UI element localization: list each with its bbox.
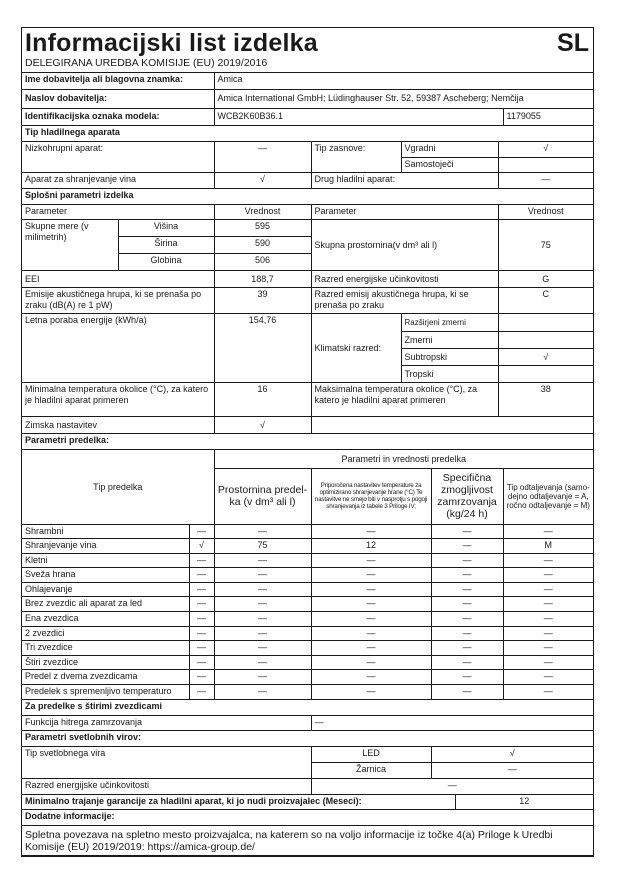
col-freezing-capacity: Specifična zmogljivost zamrzovanja (kg/24 h) bbox=[431, 468, 503, 524]
wine-storage-value: √ bbox=[214, 173, 311, 189]
compartment-defrost: — bbox=[503, 553, 593, 568]
compartment-name: Shranjevanje vina bbox=[22, 539, 189, 554]
compartment-defrost: — bbox=[503, 597, 593, 612]
min-temperature-value: 16 bbox=[214, 383, 311, 417]
total-volume-label: Skupna prostornina(v dm³ ali l) bbox=[311, 220, 498, 271]
noise-emission-value: 39 bbox=[214, 288, 311, 314]
compartment-temp: 12 bbox=[311, 539, 431, 554]
winter-setting-value: √ bbox=[214, 417, 311, 434]
section-four-star: Za predelke s štirimi zvezdicami bbox=[22, 700, 593, 716]
col-compartment-type: Tip predelka bbox=[22, 450, 214, 524]
compartment-present: — bbox=[189, 553, 214, 568]
eei-value: 188,7 bbox=[214, 271, 311, 288]
climate-extended-temperate-label: Razširjeni zmerni bbox=[401, 314, 498, 332]
max-temperature-label: Maksimalna temperatura okolice (°C), za katero je hladilni aparat primeren bbox=[311, 383, 498, 417]
compartment-present: √ bbox=[189, 539, 214, 554]
compartment-defrost: — bbox=[503, 626, 593, 641]
compartment-defrost: — bbox=[503, 685, 593, 700]
compartment-freeze: — bbox=[431, 685, 503, 700]
depth-value: 506 bbox=[214, 254, 311, 271]
compartment-row bbox=[22, 670, 593, 685]
supplier-address-label: Naslov dobavitelja: bbox=[22, 89, 214, 108]
model-code: 1179055 bbox=[503, 108, 593, 125]
group-header-compartment-params: Parametri in vrednosti predelka bbox=[214, 450, 593, 468]
compartment-freeze: — bbox=[431, 524, 503, 539]
section-compartment-params: Parametri predelka: bbox=[22, 434, 593, 450]
compartment-volume: — bbox=[214, 597, 311, 612]
supplier-name-label: Ime dobavitelja ali blagovna znamka: bbox=[22, 73, 214, 89]
compartment-present: — bbox=[189, 582, 214, 597]
compartment-volume: — bbox=[214, 524, 311, 539]
compartment-row bbox=[22, 685, 593, 700]
compartment-defrost: — bbox=[503, 670, 593, 685]
dimensions-label: Skupne mere (v milimetrih) bbox=[22, 220, 118, 271]
supplier-address-value: Amica International GmbH; Lüdinghauser Str. 52, 59387 Ascheberg; Nemčija bbox=[214, 89, 593, 108]
compartment-name: 2 zvezdici bbox=[22, 626, 189, 641]
compartment-temp: — bbox=[311, 568, 431, 583]
compartment-row bbox=[22, 539, 593, 554]
col-parameter-right: Parameter bbox=[311, 205, 498, 220]
low-noise-label: Nizkohrupni aparat: bbox=[22, 142, 214, 173]
compartment-volume: — bbox=[214, 655, 311, 670]
compartment-present: — bbox=[189, 655, 214, 670]
compartment-volume: — bbox=[214, 670, 311, 685]
compartment-present: — bbox=[189, 568, 214, 583]
compartments-table bbox=[22, 450, 593, 700]
fast-freeze-value: — bbox=[311, 715, 593, 730]
sheet-header bbox=[22, 28, 593, 73]
compartment-volume: — bbox=[214, 626, 311, 641]
warranty-value: 12 bbox=[455, 794, 593, 809]
compartment-temp: — bbox=[311, 655, 431, 670]
compartment-volume: — bbox=[214, 685, 311, 700]
width-label: Širina bbox=[118, 237, 214, 254]
compartment-row bbox=[22, 568, 593, 583]
annual-energy-label: Letna poraba energije (kWh/a) bbox=[22, 314, 214, 383]
compartment-defrost: M bbox=[503, 539, 593, 554]
section-lighting-params: Parametri svetlobnih virov: bbox=[22, 730, 593, 746]
low-noise-value: — bbox=[214, 142, 311, 173]
design-type-label: Tip zasnove: bbox=[311, 142, 401, 173]
compartment-freeze: — bbox=[431, 582, 503, 597]
empty-cell bbox=[311, 417, 593, 434]
compartment-volume: — bbox=[214, 582, 311, 597]
compartment-present: — bbox=[189, 612, 214, 627]
compartment-name: Sveža hrana bbox=[22, 568, 189, 583]
noise-class-value: C bbox=[498, 288, 593, 314]
noise-emission-label: Emisije akustičnega hrupa, ki se prenaša po zraku (dB(A) re 1 pW) bbox=[22, 288, 214, 314]
climate-subtropical-label: Subtropski bbox=[401, 349, 498, 366]
col-recommended-temperature: Priporočena nastavitev temperature za optimizirano shranjevanje hrane (°C) Te nastavitve ne smejo biti v nasprotju s pogoji shranjevanja iz tabele 3 Priloge IV; bbox=[311, 468, 431, 524]
built-in-label: Vgradni bbox=[401, 142, 498, 158]
total-volume-value: 75 bbox=[498, 220, 593, 271]
language-code: SL bbox=[557, 29, 589, 57]
compartment-defrost: — bbox=[503, 655, 593, 670]
section-additional-info: Dodatne informacije: bbox=[22, 809, 593, 825]
compartment-row bbox=[22, 626, 593, 641]
compartment-row bbox=[22, 612, 593, 627]
compartment-present: — bbox=[189, 524, 214, 539]
climate-temperate-value bbox=[498, 332, 593, 349]
compartment-freeze: — bbox=[431, 539, 503, 554]
eei-label: EEI bbox=[22, 271, 214, 288]
compartment-temp: — bbox=[311, 626, 431, 641]
col-value-left: Vrednost bbox=[214, 205, 311, 220]
section-general-params: Splošni parametri izdelka bbox=[22, 189, 593, 205]
depth-label: Globina bbox=[118, 254, 214, 271]
compartment-volume: — bbox=[214, 553, 311, 568]
compartment-volume: 75 bbox=[214, 539, 311, 554]
freestanding-label: Samostoječi bbox=[401, 158, 498, 173]
compartment-temp: — bbox=[311, 524, 431, 539]
compartment-row bbox=[22, 553, 593, 568]
col-parameter-left: Parameter bbox=[22, 205, 214, 220]
compartment-defrost: — bbox=[503, 641, 593, 656]
compartment-defrost: — bbox=[503, 568, 593, 583]
supplier-table bbox=[22, 73, 593, 142]
col-compartment-volume: Prostornina predel-ka (v dm³ ali l) bbox=[214, 468, 311, 524]
compartment-temp: — bbox=[311, 597, 431, 612]
compartment-present: — bbox=[189, 670, 214, 685]
other-appliance-value: — bbox=[498, 173, 593, 189]
product-information-sheet bbox=[21, 27, 594, 857]
compartment-name: Kletni bbox=[22, 553, 189, 568]
section-appliance-type: Tip hladilnega aparata bbox=[22, 125, 593, 141]
compartment-name: Predelek s spremenljivo temperaturo bbox=[22, 685, 189, 700]
compartment-volume: — bbox=[214, 641, 311, 656]
compartment-name: Predel z dvema zvezdicama bbox=[22, 670, 189, 685]
compartment-present: — bbox=[189, 626, 214, 641]
wine-storage-label: Aparat za shranjevanje vina bbox=[22, 173, 214, 189]
compartment-temp: — bbox=[311, 612, 431, 627]
compartment-temp: — bbox=[311, 670, 431, 685]
width-value: 590 bbox=[214, 237, 311, 254]
compartment-defrost: — bbox=[503, 582, 593, 597]
compartment-present: — bbox=[189, 597, 214, 612]
led-label: LED bbox=[311, 746, 431, 762]
compartment-row bbox=[22, 582, 593, 597]
compartment-freeze: — bbox=[431, 568, 503, 583]
led-value: √ bbox=[431, 746, 593, 762]
fast-freeze-label: Funkcija hitrega zamrzovanja bbox=[22, 715, 311, 730]
compartment-freeze: — bbox=[431, 597, 503, 612]
compartment-present: — bbox=[189, 685, 214, 700]
compartment-row bbox=[22, 524, 593, 539]
compartment-defrost: — bbox=[503, 524, 593, 539]
light-source-type-label: Tip svetlobnega vira bbox=[22, 746, 311, 778]
winter-setting-label: Zimska nastavitev bbox=[22, 417, 214, 434]
climate-subtropical-value: √ bbox=[498, 349, 593, 366]
bulb-value: — bbox=[431, 762, 593, 778]
compartment-temp: — bbox=[311, 582, 431, 597]
compartment-name: Brez zvezdic ali aparat za led bbox=[22, 597, 189, 612]
compartment-freeze: — bbox=[431, 553, 503, 568]
compartment-temp: — bbox=[311, 685, 431, 700]
compartment-defrost: — bbox=[503, 612, 593, 627]
compartment-freeze: — bbox=[431, 612, 503, 627]
compartment-row bbox=[22, 641, 593, 656]
compartment-volume: — bbox=[214, 568, 311, 583]
climate-class-label: Klimatski razred: bbox=[311, 314, 401, 383]
col-defrost-type: Tip odtaljevanja (samo-dejno odtaljevanje = A, ročno odtaljevanje = M) bbox=[503, 468, 593, 524]
compartment-name: Tri zvezdice bbox=[22, 641, 189, 656]
max-temperature-value: 38 bbox=[498, 383, 593, 417]
climate-tropical-value bbox=[498, 366, 593, 383]
compartment-freeze: — bbox=[431, 626, 503, 641]
compartment-name: Shrambni bbox=[22, 524, 189, 539]
model-value: WCB2K60B36.1 bbox=[214, 108, 503, 125]
energy-class-value: G bbox=[498, 271, 593, 288]
annual-energy-value: 154,76 bbox=[214, 314, 311, 383]
energy-class-label: Razred energijske učinkovitosti bbox=[311, 271, 498, 288]
compartment-freeze: — bbox=[431, 670, 503, 685]
warranty-label: Minimalno trajanje garancije za hladilni aparat, ki jo nudi proizvajalec (Meseci): bbox=[22, 794, 455, 809]
compartment-present: — bbox=[189, 641, 214, 656]
noise-class-label: Razred emisij akustičnega hrupa, ki se prenaša po zraku bbox=[311, 288, 498, 314]
climate-extended-temperate-value bbox=[498, 314, 593, 332]
col-value-right: Vrednost bbox=[498, 205, 593, 220]
other-appliance-label: Drug hladilni aparat: bbox=[311, 173, 498, 189]
light-energy-class-value: — bbox=[311, 778, 593, 794]
built-in-value: √ bbox=[498, 142, 593, 158]
compartment-row bbox=[22, 597, 593, 612]
compartment-name: Ohlajevanje bbox=[22, 582, 189, 597]
general-table bbox=[22, 142, 593, 451]
model-label: Identifikacijska oznaka modela: bbox=[22, 108, 214, 125]
page-title: Informacijski list izdelka bbox=[25, 29, 318, 57]
height-label: Višina bbox=[118, 220, 214, 237]
supplier-name-value: Amica bbox=[214, 73, 593, 89]
compartment-name: Štiri zvezdice bbox=[22, 655, 189, 670]
regulation-subtitle: DELEGIRANA UREDBA KOMISIJE (EU) 2019/2016 bbox=[25, 57, 268, 69]
compartment-temp: — bbox=[311, 641, 431, 656]
min-temperature-label: Minimalna temperatura okolice (°C), za katero je hladilni aparat primeren bbox=[22, 383, 214, 417]
compartment-freeze: — bbox=[431, 655, 503, 670]
compartment-freeze: — bbox=[431, 641, 503, 656]
compartment-row bbox=[22, 655, 593, 670]
climate-tropical-label: Tropski bbox=[401, 366, 498, 383]
climate-temperate-label: Zmerni bbox=[401, 332, 498, 349]
compartment-temp: — bbox=[311, 553, 431, 568]
height-value: 595 bbox=[214, 220, 311, 237]
additional-info-text: Spletna povezava na spletno mesto proizvajalca, na katerem so na voljo informacije iz točke 4(a) Priloge k Uredbi Komisije (EU) 2019/2019: https://amica-group.de/ bbox=[22, 825, 593, 855]
freestanding-value bbox=[498, 158, 593, 173]
compartment-volume: — bbox=[214, 612, 311, 627]
bulb-label: Žarnica bbox=[311, 762, 431, 778]
light-energy-class-label: Razred energijske učinkovitosti bbox=[22, 778, 311, 794]
compartment-name: Ena zvezdica bbox=[22, 612, 189, 627]
lighting-table bbox=[22, 700, 593, 856]
